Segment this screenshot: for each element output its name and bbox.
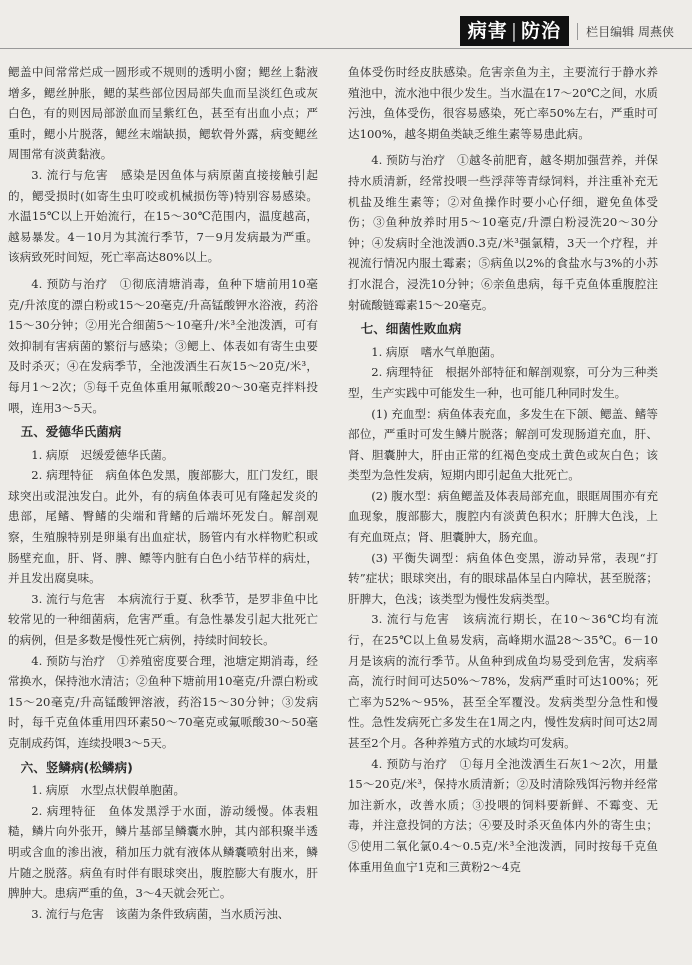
paragraph: 3. 流行与危害 该病流行期长，在10～36℃均有流行，在25℃以上鱼易发病，高峰期水温28～35℃。6－10月是该病的流行季节。从鱼种到成鱼均易受到危害，发病率高，流行时间可达50%～78%，发病严重时可达100%；死亡率为52%～95%，甚至全军覆没。发病类型分急性和慢性。急性发病死亡多发生在1周之内，慢性发病时间可达2周甚至2个月。各种养殖方式的水域均可发病。 (348, 612, 658, 750)
paragraph: 鳃盖中间常常烂成一圆形或不规则的透明小窗；鳃丝上黏液增多，鳃丝肿胀，鳃的某些部位因局部失血而呈淡红色或灰白色，有的则因局部淤血而呈紫红色，甚至有出血小点；严重时，鳃小片脱落，鳃丝末端缺损，鳃软骨外露，病变鳃丝周围常有淡黄黏液。 (8, 65, 318, 162)
left-column (8, 62, 318, 924)
section-badge-part2: 防治 (521, 20, 562, 42)
badge-separator: | (510, 20, 519, 42)
paragraph: 2. 病理特征 根据外部特征和解剖观察，可分为三种类型，生产实践中可能发生一种，也可能几种同时发生。 (348, 365, 658, 400)
paragraph: 鱼体受伤时经皮肤感染。危害亲鱼为主，主要流行于静水养殖池中，流水池中很少发生。当水温在17～20℃之间，水质污浊，鱼体受伤，很容易感染，死亡率50%左右，严重时可达100%，越冬期鱼类缺乏维生素等易患此病。 (348, 65, 658, 141)
paragraph: (1) 充血型：病鱼体表充血，多发生在下颌、鳃盖、鳍等部位，严重时可发生鳞片脱落；解剖可发现肠道充血，肝、肾、胆囊肿大，肝由正常的红褐色变成土黄色或灰白色；该类型为急性发病，短期内即引起鱼大批死亡。 (348, 406, 658, 483)
section-badge (460, 16, 569, 46)
paragraph: (2) 腹水型：病鱼鳃盖及体表局部充血，眼眶周围亦有充血现象，腹部膨大，腹腔内有淡黄色积水；肝脾大色浅，上有充血斑点；肾、胆囊肿大，肠充血。 (348, 488, 658, 545)
column-editor: 栏目编辑 周燕侠 (577, 23, 674, 40)
paragraph: 4. 预防与治疗 ①越冬前肥育，越冬期加强营养，并保持水质清新，经常投喂一些浮萍等青绿饲料，并注重补充无机盐及维生素等；②对鱼操作时要小心仔细，避免鱼体受伤；③鱼种放养时用5～10毫克/升漂白粉浸洗20～30分钟；④发病时全池泼洒0.3克/米³强氯精，3天一个疗程，并视流行情况内服土霉素；⑤病鱼以2%的食盐水与3%的小苏打水混合，浸洗10分钟；⑥亲鱼患病，每千克鱼体重腹腔注射硫酸链霉素15～20毫克。 (348, 153, 658, 312)
paragraph: 4. 预防与治疗 ①彻底清塘消毒，鱼种下塘前用10毫克/升浓度的漂白粉或15～20毫克/升高锰酸钾水浴液，药浴15～30分钟；②用光合细菌5～10毫升/米³全池泼洒，可有效抑制有害病菌的繁衍与感染；③鳃上、体表如有寄生虫要及时杀灭；④在发病季节，全池泼洒生石灰15～20克/米³，每月1～2次；⑤每千克鱼体重用氟哌酸20～30毫克拌料投喂，连用3～5天。 (8, 276, 318, 415)
section-heading: 五、爱德华氏菌病 (20, 424, 122, 440)
paragraph: (3) 平衡失调型：病鱼体色变黑，游动异常，表现“打转”症状；眼球突出，有的眼球晶体呈白内障状，甚至脱落；肝脾大，色浅；该类型为慢性发病类型。 (348, 550, 658, 606)
paragraph: 1. 病原 迟缓爱德华氏菌。 (31, 447, 174, 462)
paragraph: 4. 预防与治疗 ①养殖密度要合理，池塘定期消毒，经常换水，保持池水清洁；②鱼种下塘前用10毫克/升漂白粉或15～20毫克/升高锰酸钾溶液，药浴15～30分钟；③发病时，每千克鱼体重用四环素50～70毫克或氟哌酸30～50毫克制成药饵，连续投喂3～5天。 (8, 653, 318, 750)
paragraph: 3. 流行与危害 本病流行于夏、秋季节，是罗非鱼中比较常见的一种细菌病，危害严重。有急性暴发引起大批死亡的病例，但是多数是慢性死亡病例，持续时间较长。 (8, 591, 318, 648)
paragraph: 3. 流行与危害 该菌为条件致病菌，当水质污浊、 (31, 906, 290, 921)
paragraph: 2. 病理特征 鱼体发黑浮于水面，游动缓慢。体表粗糙，鳞片向外张开，鳞片基部呈鳞囊水肿，其内部积聚半透明或含血的渗出液，稍加压力就有液体从鳞囊喷射出来，鳞片随之脱落。病鱼有时伴有眼球突出，腹腔膨大有腹水，肝脾肿大。患病严重的鱼，3～4天就会死亡。 (8, 803, 318, 901)
paragraph: 3. 流行与危害 感染是因鱼体与病原菌直接接触引起的，鳃受损时(如寄生虫叮咬或机械损伤等)特别容易感染。水温15℃以上开始流行，在15～30℃范围内，温度越高，越易暴发。4－10月为其流行季节，7－9月发病最为严重。该病致死时间短，死亡率高达80%以上。 (8, 167, 318, 265)
paragraph: 1. 病原 嗜水气单胞菌。 (371, 344, 502, 359)
section-heading: 七、细菌性败血病 (360, 321, 462, 337)
header-divider (0, 48, 692, 49)
section-heading: 六、竖鳞病(松鳞病) (20, 759, 133, 775)
column-header (460, 16, 674, 46)
paragraph: 2. 病理特征 病鱼体色发黑，腹部膨大，肛门发红，眼球突出或混浊发白。此外，有的病鱼体表可见有隆起发炎的患部，尾鳍、臀鳍的尖端和背鳍的后端坏死发白。解剖观察，生殖腺特别是卵巢有出血症状，肠管内有水样物贮积或肠壁充血，肝、肾、脾、鳔等内脏有白色小结节样的病灶，并且发出腐臭味。 (8, 468, 318, 586)
paragraph: 1. 病原 水型点状假单胞菌。 (31, 783, 186, 798)
section-badge-part1: 病害 (467, 20, 508, 42)
right-column (348, 62, 658, 877)
paragraph: 4. 预防与治疗 ①每月全池泼洒生石灰1～2次，用量15～20克/米³，保持水质清新；②及时清除残饵污物并经常加注新水，改善水质；③投喂的饲料要新鲜、不霉变、无毒，并注意投饲的方法；④要及时杀灭鱼体内外的寄生虫；⑤使用二氧化氯0.4～0.5克/米³全池泼洒，同时按每千克鱼体重用鱼血宁1克和三黄粉2～4克 (348, 756, 658, 874)
